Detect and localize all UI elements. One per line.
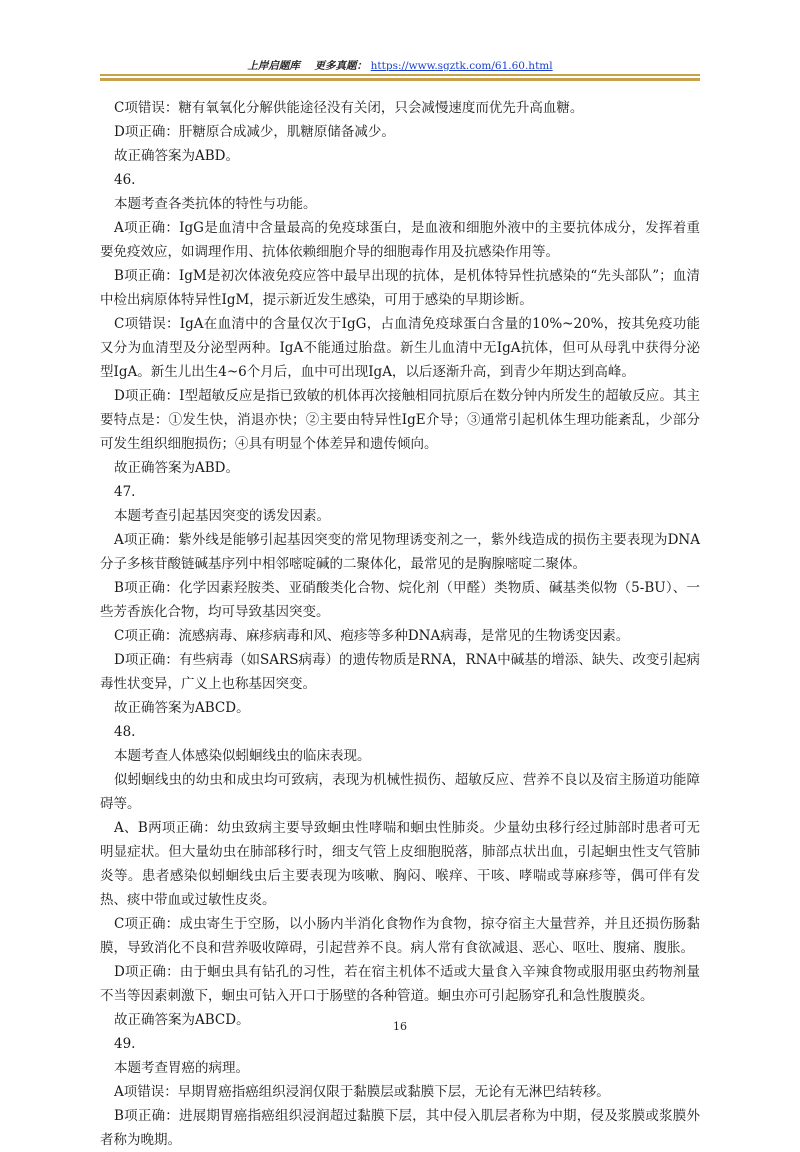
header-url-link[interactable]: https://www.sgztk.com/61.60.html — [370, 60, 553, 72]
page-body — [100, 96, 700, 1152]
paragraph: C项错误：IgA在血清中的含量仅次于IgG，占血清免疫球蛋白含量的10%~20%，按其免疫功能又分为血清型及分泌型两种。IgA不能通过胎盘。新生儿血清中无IgA抗体，但可从母乳中获得分泌型IgA。新生儿出生4~6个月后，血中可出现IgA，以后逐渐升高，到青少年期达到高峰。 — [100, 316, 700, 380]
paragraph: 故正确答案为ABCD。 — [114, 1012, 250, 1028]
paragraph: D项正确：由于蛔虫具有钻孔的习性，若在宿主机体不适或大量食入辛辣食物或服用驱虫药物剂量不当等因素刺激下，蛔虫可钻入开口于肠壁的各种管道。蛔虫亦可引起肠穿孔和急性腹膜炎。 — [100, 964, 700, 1004]
paragraph: A项错误：早期胃癌指癌组织浸润仅限于黏膜层或黏膜下层，无论有无淋巴结转移。 — [114, 1084, 610, 1100]
page-number: 16 — [393, 1020, 407, 1033]
paragraph: C项错误：糖有氧氧化分解供能途径没有关闭，只会减慢速度而优先升高血糖。 — [114, 100, 584, 116]
header-brand: 上岸启题库 — [247, 60, 300, 72]
page-header — [100, 0, 700, 80]
paragraph: 本题考查引起基因突变的诱发因素。 — [114, 508, 330, 524]
paragraph: 故正确答案为ABCD。 — [114, 700, 250, 716]
paragraph: D项正确：I型超敏反应是指已致敏的机体再次接触相同抗原后在数分钟内所发生的超敏反应。其主要特点是：①发生快，消退亦快；②主要由特异性IgE介导；③通常引起机体生理功能紊乱，少部分可发生组织细胞损伤；④具有明显个体差异和遗传倾向。 — [100, 388, 700, 452]
question-number: 48. — [114, 724, 136, 740]
paragraph: C项正确：流感病毒、麻疹病毒和风、疱疹等多种DNA病毒，是常见的生物诱变因素。 — [114, 628, 630, 644]
paragraph: B项正确：IgM是初次体液免疫应答中最早出现的抗体，是机体特异性抗感染的“先头部队”；血清中检出病原体特异性IgM，提示新近发生感染，可用于感染的早期诊断。 — [100, 268, 700, 308]
header-rule-thin — [100, 74, 700, 76]
header-label: 更多真题： — [314, 60, 368, 72]
paragraph: B项正确：进展期胃癌指癌组织浸润超过黏膜下层，其中侵入肌层者称为中期，侵及浆膜或浆膜外者称为晚期。 — [100, 1108, 700, 1148]
paragraph: A、B两项正确：幼虫致病主要导致蛔虫性哮喘和蛔虫性肺炎。少量幼虫移行经过肺部时患者可无明显症状。但大量幼虫在肺部移行时，细支气管上皮细胞脱落，肺部点状出血，引起蛔虫性支气管肺炎等。患者感染似蚓蛔线虫后主要表现为咳嗽、胸闷、喉痒、干咳、哮喘或荨麻疹等，偶可伴有发热、痰中带血或过敏性皮炎。 — [100, 820, 700, 908]
paragraph: B项正确：化学因素羟胺类、亚硝酸类化合物、烷化剂（甲醛）类物质、碱基类似物（5-BU）、一些芳香族化合物，均可导致基因突变。 — [100, 580, 700, 620]
paragraph: D项正确：肝糖原合成减少，肌糖原储备减少。 — [114, 124, 395, 140]
paragraph: 本题考查胃癌的病理。 — [114, 1060, 249, 1076]
paragraph: A项正确：IgG是血清中含量最高的免疫球蛋白，是血液和细胞外液中的主要抗体成分，发挥着重要免疫效应，如调理作用、抗体依赖细胞介导的细胞毒作用及抗感染作用等。 — [100, 220, 700, 260]
paragraph: D项正确：有些病毒（如SARS病毒）的遗传物质是RNA，RNA中碱基的增添、缺失、改变引起病毒性状变异，广义上也称基因突变。 — [100, 652, 700, 692]
paragraph: 本题考查各类抗体的特性与功能。 — [114, 196, 317, 212]
header-text — [100, 58, 700, 73]
paragraph: C项正确：成虫寄生于空肠，以小肠内半消化食物作为食物，掠夺宿主大量营养，并且还损伤肠黏膜，导致消化不良和营养吸收障碍，引起营养不良。病人常有食欲减退、恶心、呕吐、腹痛、腹胀。 — [100, 916, 700, 956]
paragraph: 似蚓蛔线虫的幼虫和成虫均可致病，表现为机械性损伤、超敏反应、营养不良以及宿主肠道功能障碍等。 — [100, 772, 700, 812]
paragraph: 本题考查人体感染似蚓蛔线虫的临床表现。 — [114, 748, 371, 764]
paragraph: A项正确：紫外线是能够引起基因突变的常见物理诱变剂之一，紫外线造成的损伤主要表现为DNA分子多核苷酸链碱基序列中相邻嘧啶碱的二聚体化，最常见的是胸腺嘧啶二聚体。 — [100, 532, 700, 572]
header-rule-thick — [100, 78, 700, 81]
paragraph: 故正确答案为ABD。 — [114, 148, 239, 164]
question-number: 47. — [114, 484, 136, 500]
question-number: 49. — [114, 1036, 136, 1052]
paragraph: 故正确答案为ABD。 — [114, 460, 239, 476]
question-number: 46. — [114, 172, 136, 188]
